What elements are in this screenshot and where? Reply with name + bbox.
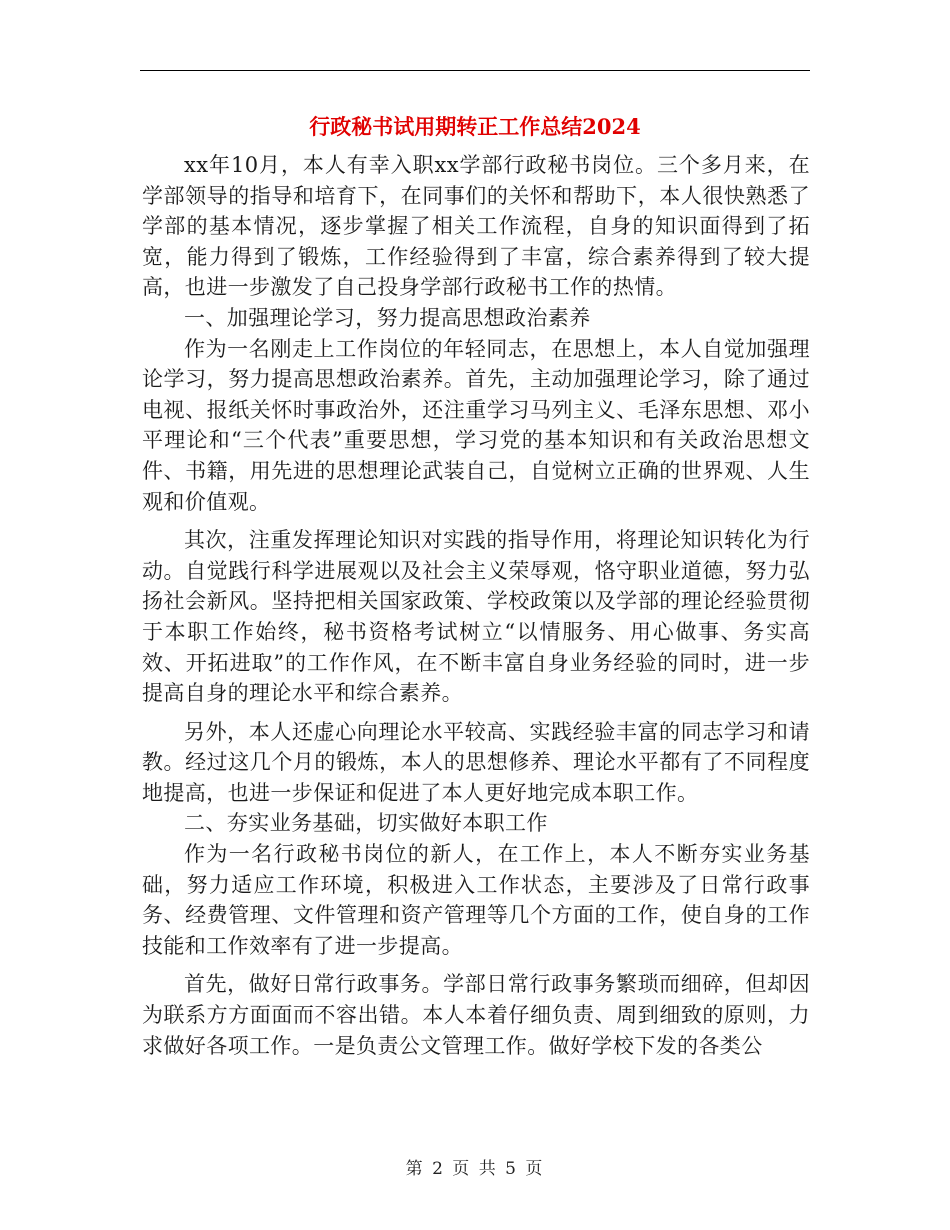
paragraph-practice: 其次，注重发挥理论知识对实践的指导作用，将理论知识转化为行动。自觉践行科学进展观以及社会主义荣辱观，恪守职业道德，努力弘扬社会新风。坚持把相关国家政策、学校政策以及学部的理论经验贯彻于本职工作始终，秘书资格考试树立“以情服务、用心做事、务实高效、开拓进取”的工作作风，在不断丰富自身业务经验的同时，进一步提高自身的理论水平和综合素养。 bbox=[142, 528, 810, 706]
page-number: 第 2 页 共 5 页 bbox=[405, 1159, 545, 1179]
paragraph-intro: xx年10月，本人有幸入职xx学部行政秘书岗位。三个多月来，在学部领导的指导和培育下，在同事们的关怀和帮助下，本人很快熟悉了学部的基本情况，逐步掌握了相关工作流程，自身的知识面得到了拓宽，能力得到了锻炼，工作经验得到了丰富，综合素养得到了较大提高，也进一步激发了自己投身学部行政秘书工作的热情。 bbox=[142, 153, 810, 300]
section-heading-1: 一、加强理论学习，努力提高思想政治素养 bbox=[184, 305, 591, 330]
paragraph-work-basics: 作为一名行政秘书岗位的新人，在工作上，本人不断夯实业务基础，努力适应工作环境，积极进入工作状态，主要涉及了日常行政事务、经费管理、文件管理和资产管理等几个方面的工作，使自身的工作技能和工作效率有了进一步提高。 bbox=[142, 842, 810, 958]
document-title: 行政秘书试用期转正工作总结2024 bbox=[309, 114, 641, 139]
section-heading-2: 二、夯实业务基础，切实做好本职工作 bbox=[184, 811, 548, 836]
paragraph-learning: 另外，本人还虚心向理论水平较高、实践经验丰富的同志学习和请教。经过这几个月的锻炼，本人的思想修养、理论水平都有了不同程度地提高，也进一步保证和促进了本人更好地完成本职工作。 bbox=[142, 719, 810, 805]
paragraph-daily-admin: 首先，做好日常行政事务。学部日常行政事务繁琐而细碎，但却因为联系方方面面而不容出错。本人本着仔细负责、周到细致的原则，力求做好各项工作。一是负责公文管理工作。做好学校下发的各类公 bbox=[142, 972, 810, 1058]
paragraph-theory-study: 作为一名刚走上工作岗位的年轻同志，在思想上，本人自觉加强理论学习，努力提高思想政治素养。首先，主动加强理论学习，除了通过电视、报纸关怀时事政治外，还注重学习马列主义、毛泽东思想、邓小平理论和“三个代表”重要思想，学习党的基本知识和有关政治思想文件、书籍，用先进的思想理论武装自己，自觉树立正确的世界观、人生观和价值观。 bbox=[142, 336, 810, 514]
document-body bbox=[142, 150, 810, 1061]
header-rule bbox=[140, 70, 810, 71]
